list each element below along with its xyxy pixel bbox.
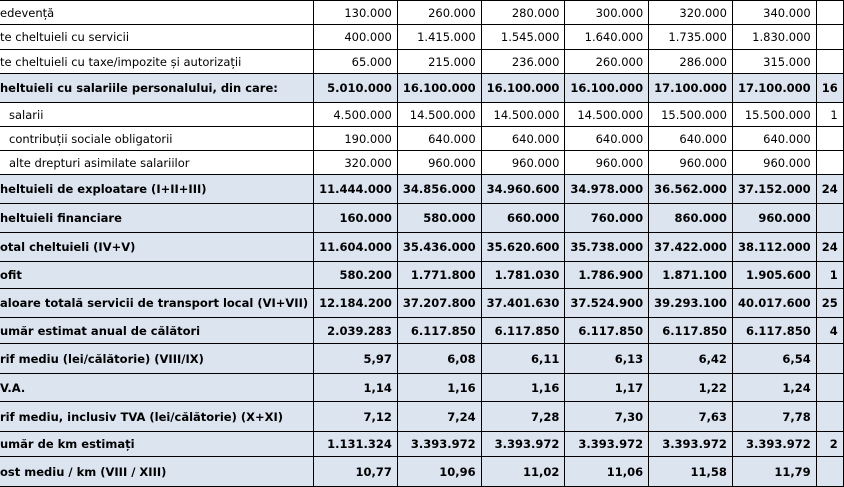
row-label: otal cheltuieli (IV+V): [0, 233, 314, 262]
row-value: 36.562.000: [649, 175, 733, 204]
row-value: [816, 25, 843, 50]
row-value: 215.000: [397, 50, 481, 74]
row-value: 1.735.000: [649, 25, 733, 50]
row-value: 24: [816, 175, 843, 204]
row-value: 11.604.000: [314, 233, 398, 262]
row-value: 6,11: [481, 344, 565, 374]
row-value: 1,17: [565, 374, 649, 402]
row-label: umăr de km estimați: [0, 432, 314, 457]
row-value: 15.500.000: [649, 103, 733, 127]
row-value: 38.112.000: [732, 233, 816, 262]
row-value: 640.000: [732, 127, 816, 151]
row-value: 16.100.000: [481, 74, 565, 103]
row-label: te cheltuieli cu taxe/impozite și autorizații: [0, 50, 314, 74]
row-value: 640.000: [565, 127, 649, 151]
row-value: 1.786.900: [565, 262, 649, 289]
row-value: 286.000: [649, 50, 733, 74]
row-value: 14.500.000: [565, 103, 649, 127]
row-value: 1: [816, 103, 843, 127]
row-value: 320.000: [314, 151, 398, 175]
row-value: 17.100.000: [732, 74, 816, 103]
row-label: te cheltuieli cu servicii: [0, 25, 314, 50]
row-value: 7,63: [649, 402, 733, 432]
row-label: heltuieli financiare: [0, 204, 314, 233]
row-value: 37.524.900: [565, 289, 649, 318]
row-value: 1.771.800: [397, 262, 481, 289]
row-value: 640.000: [649, 127, 733, 151]
row-value: 960.000: [649, 151, 733, 175]
row-value: 1.415.000: [397, 25, 481, 50]
table-row: [0, 262, 843, 289]
row-value: 960.000: [397, 151, 481, 175]
row-value: 960.000: [481, 151, 565, 175]
row-value: 34.856.000: [397, 175, 481, 204]
row-value: 1,14: [314, 374, 398, 402]
row-value: 37.422.000: [649, 233, 733, 262]
row-value: 7,24: [397, 402, 481, 432]
table-row: [0, 127, 843, 151]
row-label: contribuții sociale obligatorii: [0, 127, 314, 151]
table-row: [0, 289, 843, 318]
table-row: [0, 233, 843, 262]
row-value: 7,12: [314, 402, 398, 432]
row-value: 1,16: [481, 374, 565, 402]
row-value: 16: [816, 74, 843, 103]
row-value: 260.000: [565, 50, 649, 74]
row-value: 315.000: [732, 50, 816, 74]
row-value: 1,24: [732, 374, 816, 402]
row-value: 3.393.972: [397, 432, 481, 457]
row-value: 34.978.000: [565, 175, 649, 204]
row-value: 40.017.600: [732, 289, 816, 318]
row-value: 6,42: [649, 344, 733, 374]
row-value: 14.500.000: [481, 103, 565, 127]
row-value: 7,78: [732, 402, 816, 432]
row-label: umăr estimat anual de călători: [0, 318, 314, 344]
row-value: [816, 204, 843, 233]
row-value: 12.184.200: [314, 289, 398, 318]
row-value: 10,77: [314, 457, 398, 487]
row-value: 1,22: [649, 374, 733, 402]
row-value: 11,79: [732, 457, 816, 487]
row-value: 1.871.100: [649, 262, 733, 289]
row-value: 6.117.850: [732, 318, 816, 344]
row-value: 11,58: [649, 457, 733, 487]
row-label: ofit: [0, 262, 314, 289]
row-value: 5.010.000: [314, 74, 398, 103]
row-value: 3.393.972: [649, 432, 733, 457]
row-value: 11.444.000: [314, 175, 398, 204]
row-value: 320.000: [649, 1, 733, 25]
table-row: [0, 204, 843, 233]
table-row: [0, 457, 843, 487]
row-label: salarii: [0, 103, 314, 127]
row-value: 14.500.000: [397, 103, 481, 127]
row-value: 1.830.000: [732, 25, 816, 50]
row-value: 1.640.000: [565, 25, 649, 50]
row-value: 35.620.600: [481, 233, 565, 262]
row-value: 300.000: [565, 1, 649, 25]
table-row: [0, 344, 843, 374]
table-row: [0, 175, 843, 204]
row-label: rif mediu (lei/călătorie) (VIII/IX): [0, 344, 314, 374]
row-value: 16.100.000: [397, 74, 481, 103]
row-value: 6.117.850: [481, 318, 565, 344]
table-row: [0, 318, 843, 344]
row-value: 4.500.000: [314, 103, 398, 127]
row-value: 35.436.000: [397, 233, 481, 262]
table-row: [0, 432, 843, 457]
row-label: heltuieli cu salariile personalului, din care:: [0, 74, 314, 103]
row-value: 6,54: [732, 344, 816, 374]
row-value: 6.117.850: [649, 318, 733, 344]
row-value: 260.000: [397, 1, 481, 25]
row-value: 640.000: [397, 127, 481, 151]
row-value: [816, 344, 843, 374]
row-value: 3.393.972: [481, 432, 565, 457]
row-value: 3.393.972: [565, 432, 649, 457]
row-value: [816, 127, 843, 151]
row-value: [816, 50, 843, 74]
row-value: 11,06: [565, 457, 649, 487]
row-value: 7,30: [565, 402, 649, 432]
row-value: 160.000: [314, 204, 398, 233]
row-label: rif mediu, inclusiv TVA (lei/călătorie) (X+XI): [0, 402, 314, 432]
row-value: [816, 1, 843, 25]
row-value: 760.000: [565, 204, 649, 233]
row-value: 25: [816, 289, 843, 318]
table-row: [0, 74, 843, 103]
table-row: [0, 151, 843, 175]
row-label: ost mediu / km (VIII / XIII): [0, 457, 314, 487]
row-value: 580.200: [314, 262, 398, 289]
row-value: [816, 457, 843, 487]
row-value: 65.000: [314, 50, 398, 74]
table-row: [0, 50, 843, 74]
row-value: 340.000: [732, 1, 816, 25]
row-value: 1: [816, 262, 843, 289]
row-value: 660.000: [481, 204, 565, 233]
row-value: 2: [816, 432, 843, 457]
table-row: [0, 402, 843, 432]
row-value: 15.500.000: [732, 103, 816, 127]
row-value: 236.000: [481, 50, 565, 74]
row-label: alte drepturi asimilate salariilor: [0, 151, 314, 175]
row-value: [816, 402, 843, 432]
row-value: [816, 151, 843, 175]
row-value: 960.000: [732, 151, 816, 175]
row-value: 37.401.630: [481, 289, 565, 318]
row-value: 1.545.000: [481, 25, 565, 50]
row-value: 2.039.283: [314, 318, 398, 344]
row-value: 6,08: [397, 344, 481, 374]
row-value: 1.131.324: [314, 432, 398, 457]
row-value: 5,97: [314, 344, 398, 374]
row-value: 400.000: [314, 25, 398, 50]
row-value: 640.000: [481, 127, 565, 151]
row-value: 35.738.000: [565, 233, 649, 262]
row-value: 34.960.600: [481, 175, 565, 204]
row-value: [816, 374, 843, 402]
table-row: [0, 103, 843, 127]
row-value: 6.117.850: [397, 318, 481, 344]
row-value: 6,13: [565, 344, 649, 374]
row-value: 860.000: [649, 204, 733, 233]
row-value: 39.293.100: [649, 289, 733, 318]
row-value: 16.100.000: [565, 74, 649, 103]
row-label: heltuieli de exploatare (I+II+III): [0, 175, 314, 204]
row-value: 1.781.030: [481, 262, 565, 289]
row-value: 37.152.000: [732, 175, 816, 204]
row-value: 1.905.600: [732, 262, 816, 289]
row-value: 17.100.000: [649, 74, 733, 103]
row-value: 7,28: [481, 402, 565, 432]
row-value: 190.000: [314, 127, 398, 151]
cost-table-body: [0, 1, 843, 487]
row-value: 960.000: [732, 204, 816, 233]
row-label: V.A.: [0, 374, 314, 402]
row-value: 280.000: [481, 1, 565, 25]
row-value: 24: [816, 233, 843, 262]
row-value: 130.000: [314, 1, 398, 25]
row-label: edevență: [0, 1, 314, 25]
row-value: 11,02: [481, 457, 565, 487]
row-value: 6.117.850: [565, 318, 649, 344]
table-row: [0, 374, 843, 402]
table-row: [0, 25, 843, 50]
row-value: 37.207.800: [397, 289, 481, 318]
row-value: 1,16: [397, 374, 481, 402]
table-row: [0, 1, 843, 25]
row-value: 4: [816, 318, 843, 344]
row-value: 3.393.972: [732, 432, 816, 457]
row-label: aloare totală servicii de transport local (VI+VII): [0, 289, 314, 318]
row-value: 960.000: [565, 151, 649, 175]
row-value: 10,96: [397, 457, 481, 487]
row-value: 580.000: [397, 204, 481, 233]
